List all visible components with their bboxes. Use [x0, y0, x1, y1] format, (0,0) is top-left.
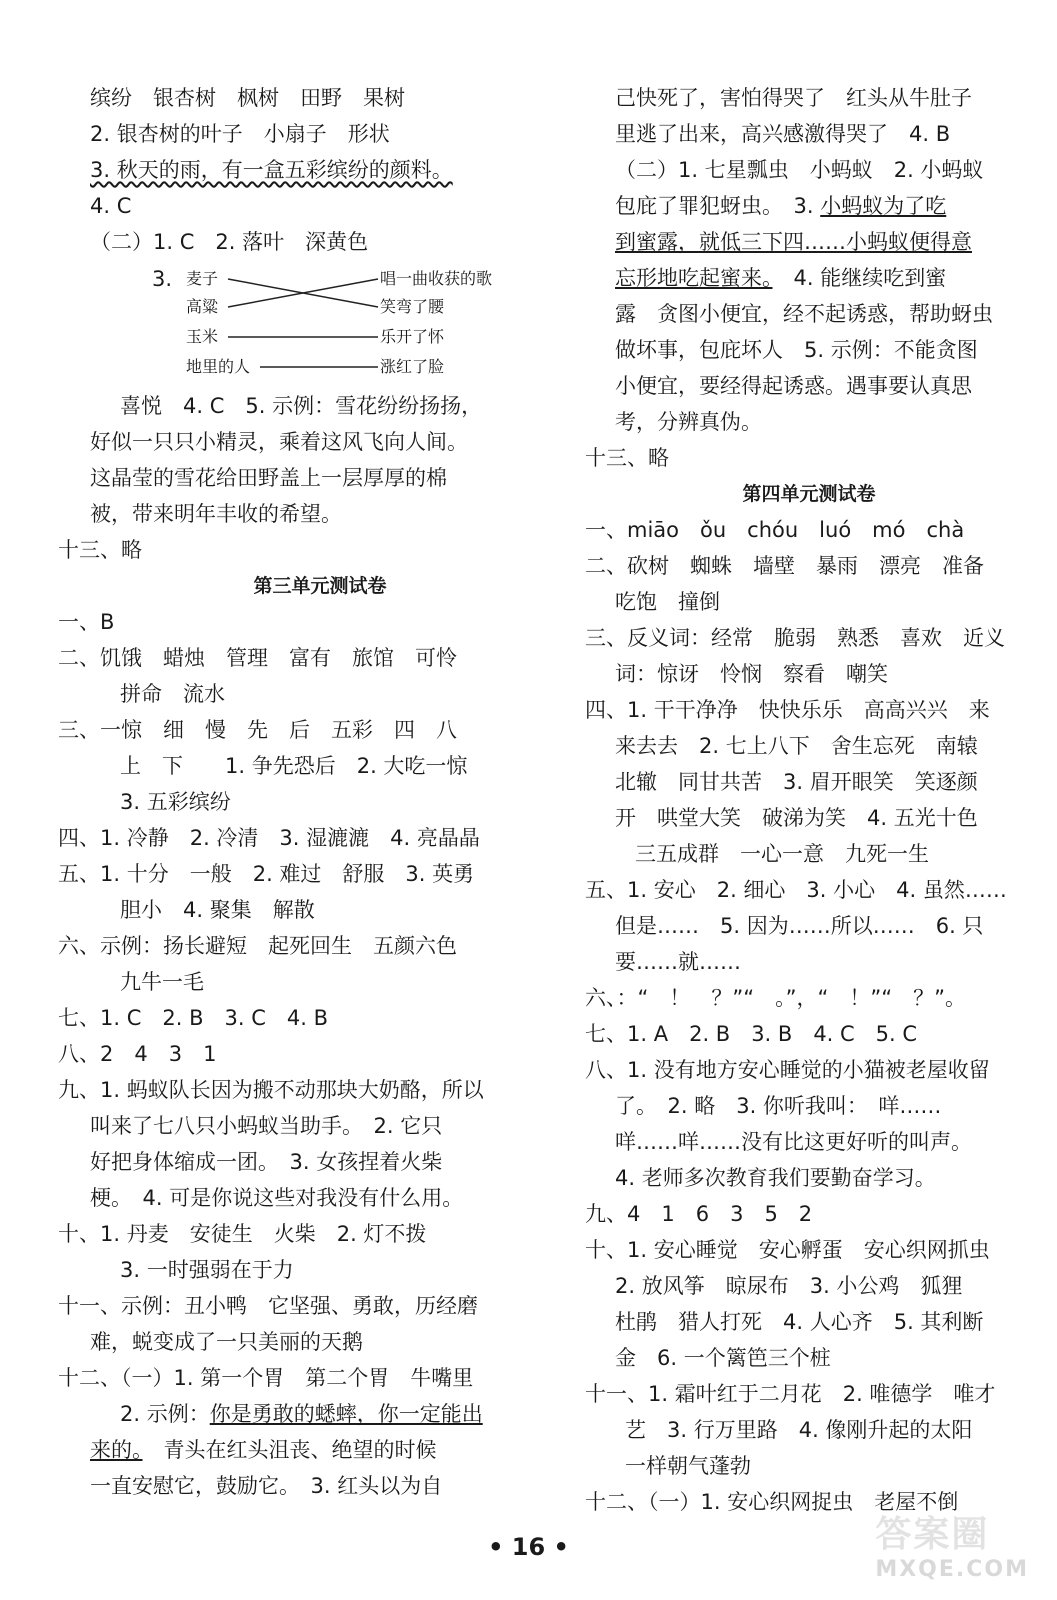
underlined-answer: 小蚂蚁为了吃	[820, 194, 947, 218]
answer-line: 三五成群 一心一意 九死一生	[635, 842, 929, 866]
answer-line: 四、1. 干干净净 快快乐乐 高高兴兴 来	[585, 698, 990, 722]
answer-text: 青头在红头沮丧、绝望的时候	[142, 1438, 437, 1462]
match-right-item: 唱一曲收获的歌	[380, 269, 493, 288]
page-number: • 16 •	[488, 1533, 569, 1561]
answer-line: 胆小 4. 聚集 解散	[120, 898, 315, 922]
answer-line: 杜鹃 猎人打死 4. 人心齐 5. 其利断	[615, 1310, 984, 1334]
answer-line: 五、1. 十分 一般 2. 难过 舒服 3. 英勇	[58, 862, 475, 886]
answer-line: 里逃了出来，高兴感激得哭了 4. B	[615, 122, 951, 146]
underlined-answer: 你是勇敢的蟋蟀，你一定能出	[209, 1402, 483, 1426]
match-left-item: 高粱	[186, 297, 219, 316]
answer-line: 来去去 2. 七上八下 舍生忘死 南辕	[615, 734, 978, 758]
underlined-answer: 来的。	[90, 1438, 143, 1462]
answer-line: 露 贪图小便宜，经不起诱惑，帮助蚜虫	[615, 302, 993, 326]
answer-line: 十三、略	[585, 446, 669, 470]
watermark-top-text: 答案圈	[875, 1514, 990, 1555]
answer-line: 十二、（一）1. 安心织网捉虫 老屋不倒	[585, 1490, 959, 1514]
answer-line: 被，带来明年丰收的希望。	[90, 502, 342, 526]
answer-line: 4. C	[90, 194, 132, 218]
answer-line: 二、砍树 蜘蛛 墙壁 暴雨 漂亮 准备	[585, 554, 984, 578]
underlined-answer: 到蜜露，就低三下四……小蚂蚁便得意	[615, 230, 972, 254]
answer-line	[90, 1432, 550, 1468]
answer-line: 一样朝气蓬勃	[625, 1454, 751, 1478]
underlined-answer: 忘形地吃起蜜来。	[615, 266, 773, 290]
section-title: 第三单元测试卷	[253, 575, 387, 597]
answer-line: 六、：“ ！ ？”“ 。”，“ ！”“ ？”。	[585, 986, 967, 1010]
answer-line: 八、1. 没有地方安心睡觉的小猫被老屋收留	[585, 1058, 990, 1082]
answer-line: 九、4 1 6 3 5 2	[585, 1202, 813, 1226]
answer-line: 三、反义词：经常 脆弱 熟悉 喜欢 近义	[585, 626, 1005, 650]
answer-line: 三、一惊 细 慢 先 后 五彩 四 八	[58, 718, 457, 742]
match-left-item: 麦子	[186, 269, 219, 288]
answer-line-wavy	[90, 152, 550, 188]
matching-number: 3.	[152, 267, 173, 291]
answer-line: 四、1. 冷静 2. 冷清 3. 湿漉漉 4. 亮晶晶	[58, 826, 480, 850]
answer-text: 2. 示例：	[120, 1402, 210, 1426]
answer-line: 己快死了，害怕得哭了 红头从牛肚子	[615, 86, 972, 110]
answer-line: 金 6. 一个篱笆三个桩	[615, 1346, 831, 1370]
answer-line: 二、饥饿 蜡烛 管理 富有 旅馆 可怜	[58, 646, 457, 670]
answer-line: 十三、略	[58, 538, 142, 562]
answer-line: 咩……咩……没有比这更好听的叫声。	[615, 1130, 972, 1154]
answer-line: 缤纷 银杏树 枫树 田野 果树	[90, 86, 405, 110]
answer-line: 词：惊讶 怜悯 察看 嘲笑	[615, 662, 888, 686]
answer-line: 吃饱 撞倒	[615, 590, 720, 614]
wavy-underlined-answer: 3. 秋天的雨，有一盒五彩缤纷的颜料。	[90, 158, 453, 182]
watermark-bottom-text: MXQE.COM	[875, 1557, 1029, 1582]
answer-line: 十二、（一）1. 第一个胃 第二个胃 牛嘴里	[58, 1366, 474, 1390]
match-right-item: 涨红了脸	[380, 357, 445, 376]
answer-line: （二）1. C 2. 落叶 深黄色	[90, 230, 369, 254]
answer-line: 了。 2. 略 3. 你听我叫： 咩……	[615, 1094, 942, 1118]
right-column	[585, 80, 1033, 1520]
answer-line: 艺 3. 行万里路 4. 像刚升起的太阳	[625, 1418, 973, 1442]
answer-line	[585, 224, 1033, 260]
answer-line: 七、1. A 2. B 3. B 4. C 5. C	[585, 1022, 918, 1046]
answer-line: 一、B	[58, 610, 115, 634]
answer-line: 2. 银杏树的叶子 小扇子 形状	[90, 122, 390, 146]
answer-text: 包庇了罪犯蚜虫。 3.	[615, 194, 821, 218]
answer-line: 六、示例：扬长避短 起死回生 五颜六色	[58, 934, 457, 958]
answer-line: （二）1. 七星瓢虫 小蚂蚁 2. 小蚂蚁	[615, 158, 984, 182]
answer-text: 4. 能继续吃到蜜	[772, 266, 947, 290]
answer-line: 但是…… 5. 因为……所以…… 6. 只	[615, 914, 984, 938]
answer-line: 这晶莹的雪花给田野盖上一层厚厚的棉	[90, 466, 447, 490]
section-title: 第四单元测试卷	[742, 483, 876, 505]
answer-line: 3. 五彩缤纷	[120, 790, 231, 814]
answer-line: 九牛一毛	[120, 970, 204, 994]
answer-line	[585, 188, 1033, 224]
answer-line: 要……就……	[615, 950, 741, 974]
answer-line: 十、1. 丹麦 安徒生 火柴 2. 灯不拨	[58, 1222, 427, 1246]
answer-line: 开 哄堂大笑 破涕为笑 4. 五光十色	[615, 806, 978, 830]
match-right-item: 笑弯了腰	[380, 297, 445, 316]
answer-line: 九、1. 蚂蚁队长因为搬不动那块大奶酪，所以	[58, 1078, 484, 1102]
answer-line: 4. 老师多次教育我们要勤奋学习。	[615, 1166, 936, 1190]
answer-line: 3. 一时强弱在于力	[120, 1258, 294, 1282]
answer-line: 拼命 流水	[120, 682, 225, 706]
answer-line: 小便宜，要经得起诱惑。遇事要认真思	[615, 374, 972, 398]
answer-line: 一、miāo ǒu chóu luó mó chà	[585, 518, 965, 542]
match-left-item: 玉米	[186, 327, 219, 346]
answer-line: 好似一只只小精灵，乘着这风飞向人间。	[90, 430, 468, 454]
answer-line: 叫来了七八只小蚂蚁当助手。 2. 它只	[90, 1114, 443, 1138]
answer-line	[585, 260, 1033, 296]
answer-line: 考，分辨真伪。	[615, 410, 762, 434]
answer-line: 一直安慰它，鼓励它。 3. 红头以为自	[90, 1474, 443, 1498]
match-left-item: 地里的人	[186, 357, 251, 376]
answer-line: 做坏事，包庇坏人 5. 示例：不能贪图	[615, 338, 978, 362]
answer-line: 喜悦 4. C 5. 示例：雪花纷纷扬扬，	[120, 394, 483, 418]
watermark-logo	[875, 1506, 1029, 1582]
answer-line: 梗。 4. 可是你说这些对我没有什么用。	[90, 1186, 464, 1210]
answer-line: 五、1. 安心 2. 细心 3. 小心 4. 虽然……	[585, 878, 1007, 902]
answer-line: 十一、1. 霜叶红于二月花 2. 唯德学 唯才	[585, 1382, 996, 1406]
answer-line: 2. 放风筝 晾尿布 3. 小公鸡 狐狸	[615, 1274, 963, 1298]
left-column	[58, 80, 550, 1504]
answer-line: 十、1. 安心睡觉 安心孵蛋 安心织网抓虫	[585, 1238, 990, 1262]
answer-line	[90, 1396, 550, 1432]
answer-line: 好把身体缩成一团。 3. 女孩捏着火柴	[90, 1150, 443, 1174]
answer-line: 北辙 同甘共苦 3. 眉开眼笑 笑逐颜	[615, 770, 978, 794]
answer-line: 难，蜕变成了一只美丽的天鹅	[90, 1330, 363, 1354]
answer-line: 十一、示例：丑小鸭 它坚强、勇敢，历经磨	[58, 1294, 478, 1318]
answer-line: 七、1. C 2. B 3. C 4. B	[58, 1006, 328, 1030]
matching-exercise	[90, 264, 550, 382]
match-right-item: 乐开了怀	[380, 327, 445, 346]
answer-line: 上 下 1. 争先恐后 2. 大吃一惊	[120, 754, 468, 778]
answer-line: 八、2 4 3 1	[58, 1042, 217, 1066]
matching-lines	[90, 264, 550, 382]
